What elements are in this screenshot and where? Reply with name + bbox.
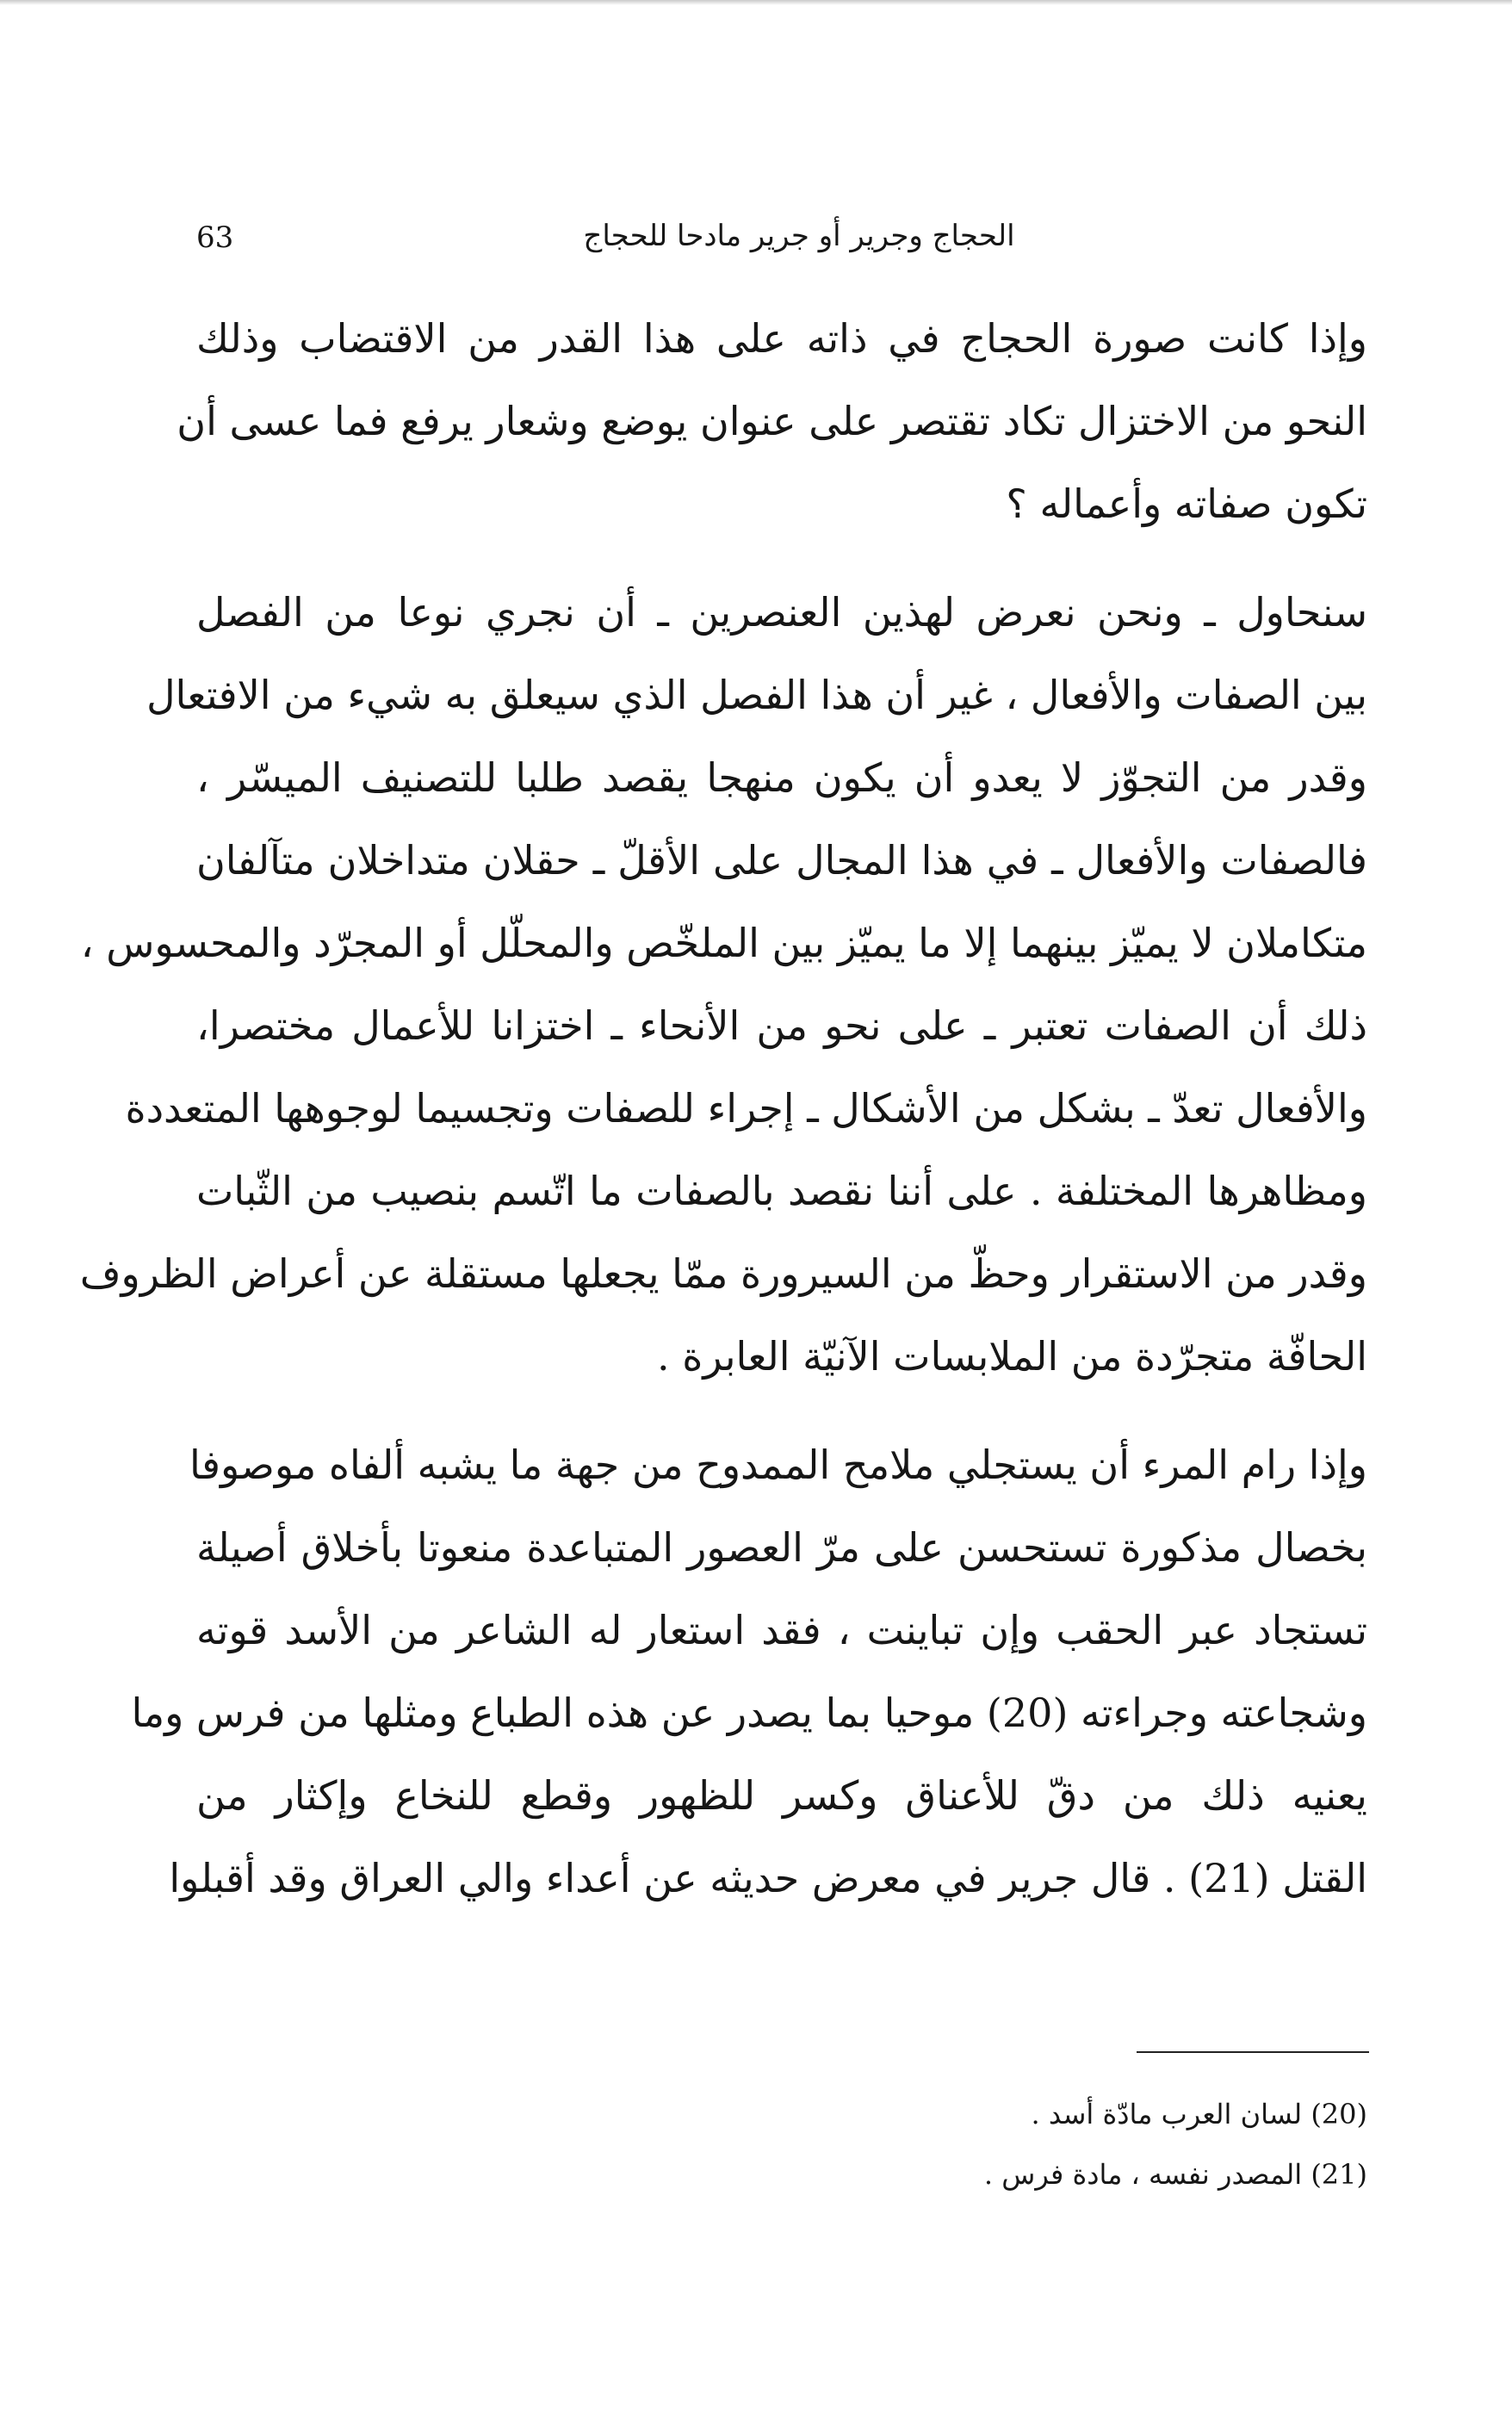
- text-line: ذلك أن الصفات تعتبر ـ على نحو من الأنحاء ـ اختزانا للأعمال مختصرا،: [196, 1002, 1367, 1049]
- scan-edge: [0, 0, 1512, 5]
- text-line: الحافّة متجرّدة من الملابسات الآنيّة العابرة .: [657, 1333, 1367, 1380]
- text-line: تستجاد عبر الحقب وإن تباينت ، فقد استعار له الشاعر من الأسد قوته: [196, 1607, 1367, 1653]
- page-header: [196, 214, 1367, 274]
- paragraph-2: [79, 571, 1367, 1398]
- footnote-21: (21) المصدر نفسه ، مادة فرس .: [983, 2158, 1367, 2191]
- footnotes: [196, 2084, 1367, 2205]
- text-line: النحو من الاختزال تكاد تقتصر على عنوان يوضع وشعار يرفع فما عسى أن: [177, 398, 1367, 444]
- text-line: تكون صفاته وأعماله ؟: [1006, 481, 1367, 527]
- text-line: بخصال مذكورة تستحسن على مرّ العصور المتباعدة منعوتا بأخلاق أصيلة: [196, 1524, 1367, 1571]
- footnote-separator: [1137, 2051, 1369, 2053]
- text-line: وقدر من الاستقرار وحظّ من السيرورة ممّا يجعلها مستقلة عن أعراض الظروف: [79, 1250, 1367, 1297]
- text-line: والأفعال تعدّ ـ بشكل من الأشكال ـ إجراء للصفات وتجسيما لوجوهها المتعددة: [125, 1085, 1367, 1132]
- text-line: متكاملان لا يميّز بينهما إلا ما يميّز بين الملخّص والمحلّل أو المجرّد والمحسوس ،: [80, 920, 1367, 966]
- text-line: القتل (21) . قال جرير في معرض حديثه عن أعداء والي العراق وقد أقبلوا: [169, 1855, 1367, 1901]
- text-line: بين الصفات والأفعال ، غير أن هذا الفصل الذي سيعلق به شيء من الافتعال: [146, 672, 1367, 718]
- text-line: يعنيه ذلك من دقّ للأعناق وكسر للظهور وقطع للنخاع وإكثار من: [196, 1772, 1367, 1819]
- text-line: وقدر من التجوّز لا يعدو أن يكون منهجا يقصد طلبا للتصنيف الميسّر ،: [196, 754, 1367, 801]
- text-line: وشجاعته وجراءته (20) موحيا بما يصدر عن هذه الطباع ومثلها من فرس وما: [131, 1690, 1367, 1736]
- footnote-20: (20) لسان العرب مادّة أسد .: [1031, 2098, 1367, 2130]
- text-line: ومظاهرها المختلفة . على أننا نقصد بالصفات ما اتّسم بنصيب من الثّبات: [196, 1168, 1367, 1214]
- paragraph-1: [177, 297, 1367, 545]
- page-number: 63: [196, 220, 234, 255]
- text-line: وإذا رام المرء أن يستجلي ملامح الممدوح من جهة ما يشبه ألفاه موصوفا: [189, 1442, 1367, 1488]
- body-text: [79, 297, 1367, 1945]
- running-title: الحجاج وجرير أو جرير مادحا للحجاج: [583, 219, 1015, 253]
- paragraph-3: [131, 1423, 1367, 1919]
- text-line: فالصفات والأفعال ـ في هذا المجال على الأقلّ ـ حقلان متداخلان متآلفان: [196, 837, 1367, 884]
- text-line: سنحاول ـ ونحن نعرض لهذين العنصرين ـ أن نجري نوعا من الفصل: [196, 589, 1367, 636]
- text-line: وإذا كانت صورة الحجاج في ذاته على هذا القدر من الاقتضاب وذلك: [196, 315, 1367, 362]
